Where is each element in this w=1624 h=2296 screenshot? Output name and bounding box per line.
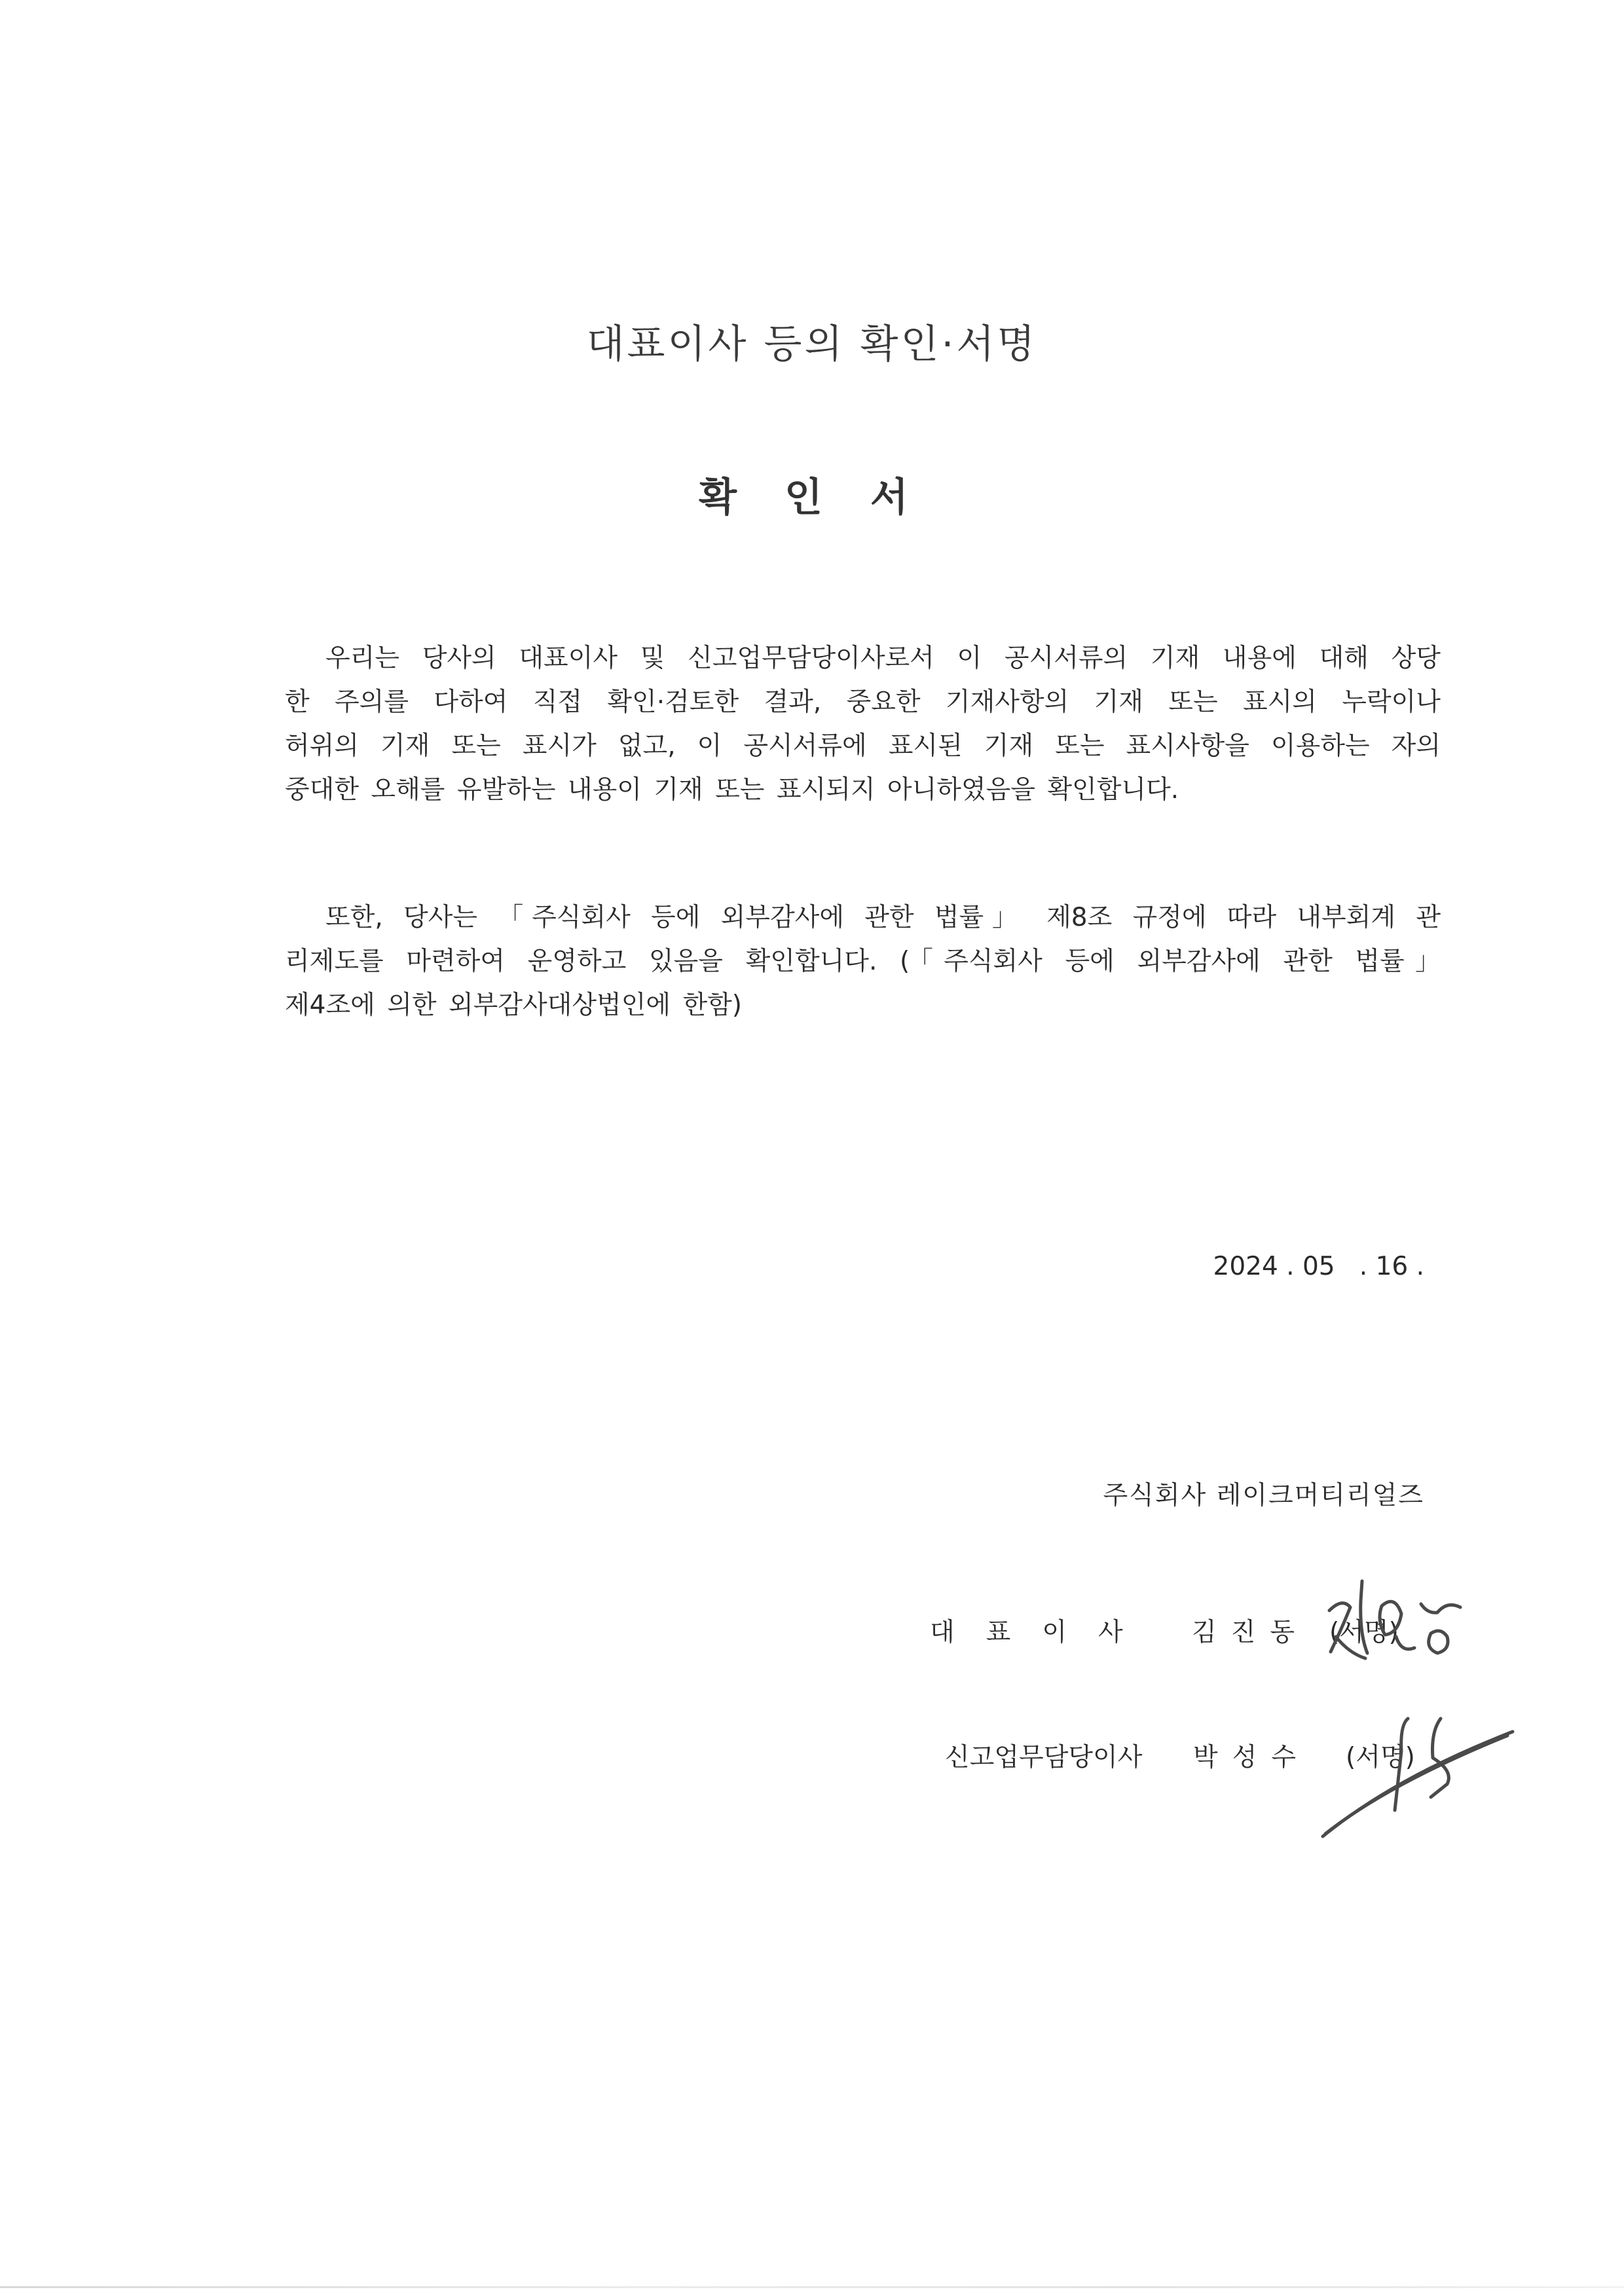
ceo-role-label: 대표이사 — [930, 1618, 1154, 1647]
internal-control-paragraph — [285, 896, 1441, 1027]
paragraph-line: 또한, 당사는 「주식회사 등에 외부감사에 관한 법률」 제8조 규정에 따라 내부회계 관 — [325, 903, 1441, 932]
ceo-signature-row — [0, 1612, 1624, 1651]
document-date: 2024 . 05 . 16 . — [1213, 1252, 1424, 1281]
paragraph-line: 허위의 기재 또는 표시가 없고, 이 공시서류에 표시된 기재 또는 표시사항을 이용하는 자의 — [285, 731, 1441, 761]
ceo-name: 김진동 — [1192, 1618, 1310, 1647]
paragraph-line: 중대한 오해를 유발하는 내용이 기재 또는 표시되지 아니하였음을 확인합니다. — [285, 775, 1179, 805]
document-title: 대표이사 등의 확인·서명 — [586, 321, 1038, 367]
paragraph-line: 한 주의를 다하여 직접 확인·검토한 결과, 중요한 기재사항의 기재 또는 표시의 누락이나 — [285, 687, 1441, 717]
paragraph-line: 우리는 당사의 대표이사 및 신고업무담당이사로서 이 공시서류의 기재 내용에 대해 상당 — [325, 644, 1441, 673]
confirmation-paragraph — [285, 636, 1441, 812]
paragraph-line: 제4조에 의한 외부감사대상법인에 한함) — [285, 991, 743, 1020]
disclosure-officer-signature-row — [0, 1737, 1624, 1776]
ceo-sign-label: (서명) — [1329, 1618, 1399, 1647]
company-name: 주식회사 레이크머티리얼즈 — [1103, 1481, 1424, 1510]
document-subtitle: 확 인 서 — [699, 475, 925, 520]
disclosure-officer-name: 박성수 — [1193, 1743, 1311, 1772]
disclosure-officer-sign-label: (서명) — [1346, 1743, 1415, 1772]
paragraph-line: 리제도를 마련하여 운영하고 있음을 확인합니다. (「주식회사 등에 외부감사에 관한 법률」 — [285, 947, 1441, 976]
disclosure-officer-role-label: 신고업무담당이사 — [945, 1743, 1143, 1772]
scan-edge-line — [0, 2286, 1624, 2288]
